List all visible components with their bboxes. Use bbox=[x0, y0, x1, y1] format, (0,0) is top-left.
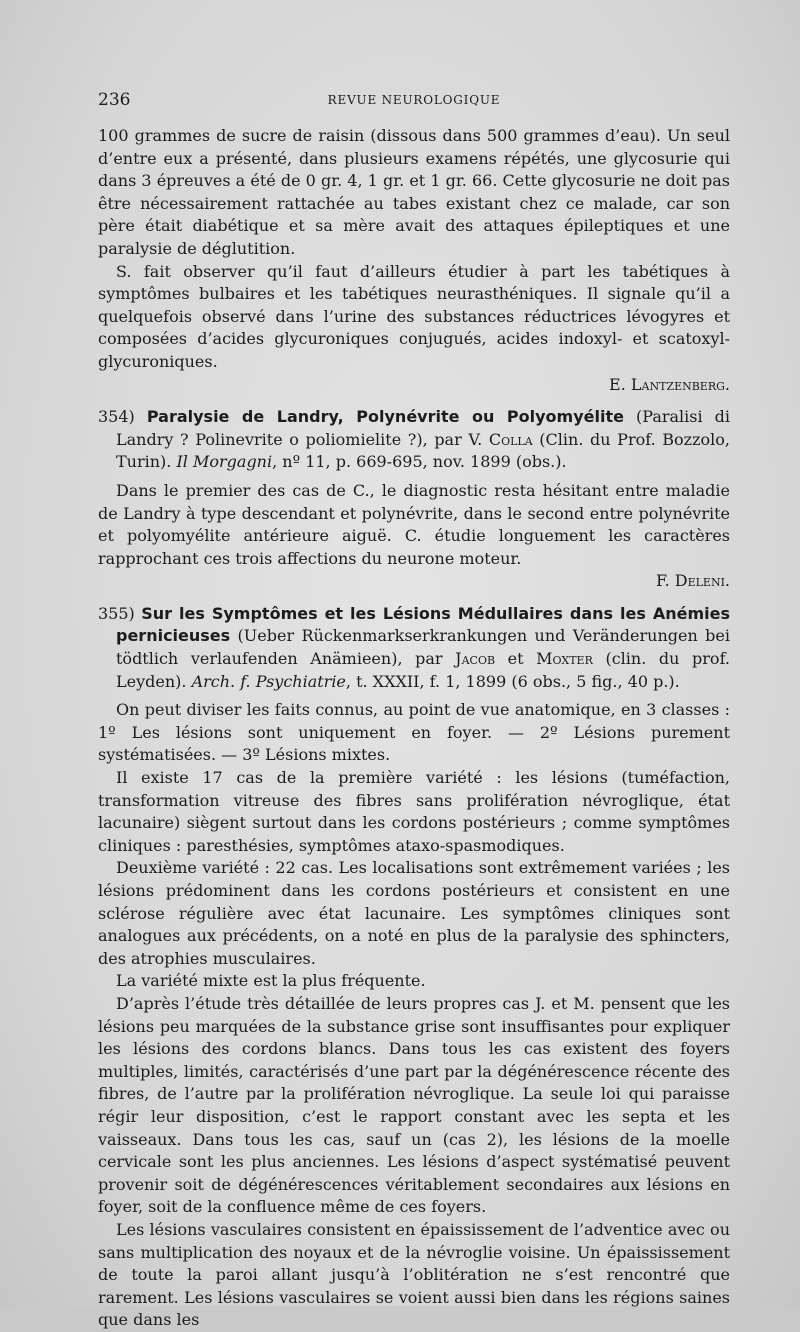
entry-author: Colla bbox=[488, 429, 533, 449]
entry-number: 354) bbox=[98, 407, 135, 427]
page-header bbox=[98, 90, 730, 112]
entry-journal: Arch. f. Psychiatrie bbox=[191, 671, 346, 691]
reviewer-signature: F. Deleni. bbox=[655, 571, 730, 591]
paragraph: S. fait observer qu’il faut d’ailleurs étudier à part les tabétiques à symptômes bulbaires et les tabétiques neurasthéniques. Il signale qu’il a quelquefois observé dans l’urine des substances réductrices lévogyres et composées d’acides glycuroniques conjugués, acides indoxyl- et scatoxyl-glycuroniques. bbox=[98, 261, 730, 371]
entry-title: Sur les Symptômes et les Lésions Médullaires dans les Anémies pernicieuses bbox=[116, 603, 730, 646]
entry-author: Jacob bbox=[455, 649, 496, 669]
paragraph: Il existe 17 cas de la première variété : les lésions (tuméfaction, transformation vitreuse des fibres sans prolifération névroglique, état lacunaire) siègent surtout dans les cordons postérieurs ; comme symptômes cliniques : paresthésies, symptômes ataxo-spasmodiques. bbox=[98, 768, 730, 855]
entry-author: Moxter bbox=[536, 649, 593, 669]
paragraph: Deuxième variété : 22 cas. Les localisations sont extrêmement variées ; les lésions prédominent dans les cordons postérieurs et consistent en une sclérose régulière avec état lacunaire. Les symptômes cliniques sont analogues aux précédents, on a noté en plus de la paralysie des sphincters, des atrophies musculaires. bbox=[98, 858, 730, 968]
paragraph: 100 grammes de sucre de raisin (dissous dans 500 grammes d’eau). Un seul d’entre eux a présenté, dans plusieurs examens répétés, une glycosurie qui dans 3 épreuves a été de 0 gr. 4, 1 gr. et 1 gr. 66. Cette glycosurie ne doit pas être nécessairement rattachée au tabes existant chez ce malade, car son père était diabétique et sa mère avait des attaques épileptiques et une paralysie de déglutition. bbox=[98, 126, 730, 258]
paragraph: La variété mixte est la plus fréquente. bbox=[116, 971, 426, 991]
entry-journal: Il Morgagni bbox=[176, 452, 273, 472]
entry-citation: (Ueber Rückenmarkserkrankungen und Veränderungen bei tödtlich verlaufenden Anämieen), par bbox=[116, 626, 730, 669]
paragraph: Dans le premier des cas de C., le diagnostic resta hésitant entre maladie de Landry à type descendant et polynévrite, dans le second entre polynévrite et polyomyélite antérieure aiguë. C. étudie longuement les caractères rapprochant ces trois affections du neurone moteur. bbox=[98, 480, 730, 568]
page-number: 236 bbox=[98, 90, 131, 110]
entry-title: Paralysie de Landry, Polynévrite ou Polyomyélite bbox=[146, 407, 624, 427]
running-title: REVUE NEUROLOGIQUE bbox=[327, 93, 501, 107]
entry-citation: (Paralisi di Landry ? Polinevrite o poliomielite ?), par V. bbox=[116, 407, 731, 449]
entry-citation: et bbox=[495, 649, 537, 669]
paragraph: D’après l’étude très détaillée de leurs propres cas J. et M. pensent que les lésions peu marquées de la substance grise sont insuffisantes pour expliquer les lésions des cordons blancs. Dans tous les cas existent des foyers multiples, limités, caractérisés d’une part par la dégénérescence récente des fibres, de l’autre par la prolifération névroglique. La seule loi qui paraisse régir leur disposition, c’est le rapport constant avec les septa et les vaisseaux. Dans tous les cas, sauf un (cas 2), les lésions de la moelle cervicale sont les plus anciennes. Les lésions d’aspect systématisé peuvent provenir soit de dégénérescences véritablement secondaires aux lésions en foyer, soit de la confluence même de ces foyers. bbox=[98, 993, 730, 1217]
article-body bbox=[98, 125, 730, 1332]
reviewer-signature: E. Lantzenberg. bbox=[609, 374, 730, 394]
paragraph: Les lésions vasculaires consistent en épaississement de l’adventice avec ou sans multiplication des noyaux et de la névroglie voisine. Un épaississement de toute la paroi allant jusqu’à l’oblitération ne s’est rencontré que rarement. Les lésions vasculaires se voient aussi bien dans les régions saines que dans les bbox=[98, 1219, 730, 1330]
entry-citation: (clin. du prof. Leyden). bbox=[116, 649, 731, 691]
paragraph: On peut diviser les faits connus, au point de vue anatomique, en 3 classes : 1º Les lésions sont uniquement en foyer. — 2º Lésions purement systématisées. — 3º Lésions mixtes. bbox=[98, 700, 730, 765]
entry-citation: (Clin. du Prof. Bozzolo, Turin). bbox=[116, 429, 731, 472]
entry-citation: , t. XXXII, f. 1, 1899 (6 obs., 5 fig., 40 p.). bbox=[345, 671, 680, 691]
entry-355-heading bbox=[98, 603, 730, 693]
entry-354-heading bbox=[98, 406, 730, 474]
entry-number: 355) bbox=[98, 603, 135, 623]
entry-citation: , nº 11, p. 669-695, nov. 1899 (obs.). bbox=[272, 452, 567, 472]
